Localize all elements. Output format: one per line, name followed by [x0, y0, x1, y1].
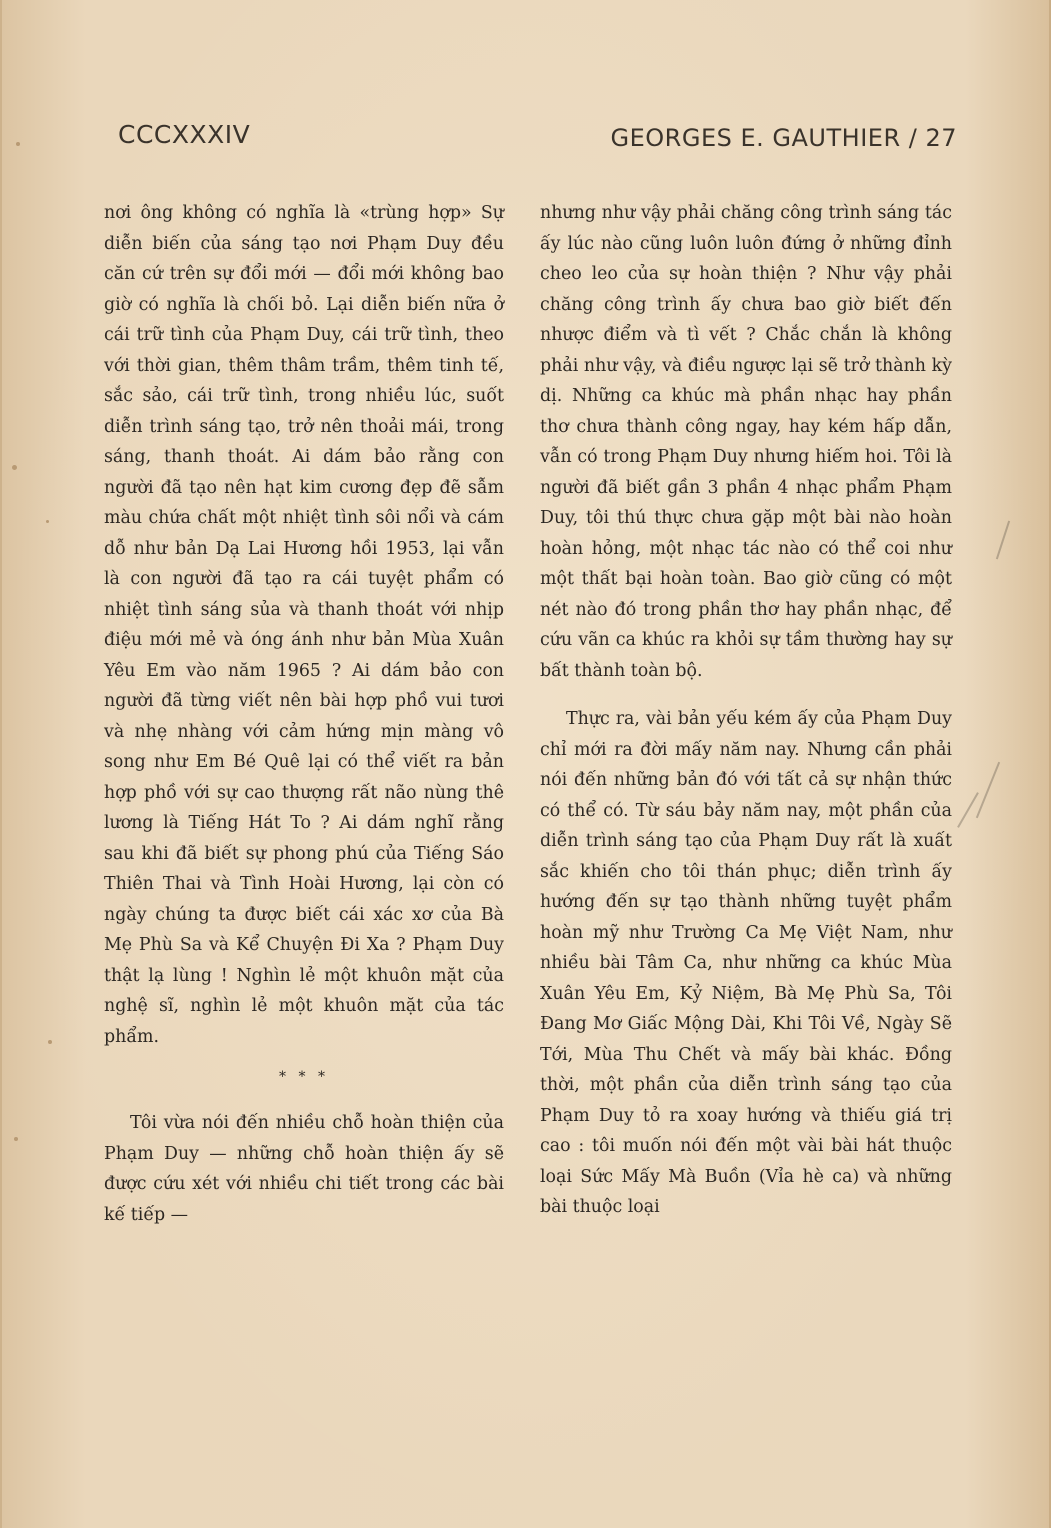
paper-speck: [12, 465, 17, 470]
section-asterism: * * *: [279, 1069, 329, 1085]
pencil-mark: [996, 521, 1010, 560]
right-paragraph-1: nhưng như vậy phải chăng công trình sáng tác ấy lúc nào cũng luôn luôn đứng ở những đỉnh cheo leo của sự hoàn thiện ? Như vậy phải chăng công trình ấy chưa bao giờ biết đến nhược điểm và tì vết ? Chắc chắn là không phải như vậy, và điều ngược lại sẽ trở thành kỳ dị. Những ca khúc mà phần nhạc hay phần thơ chưa thành công ngay, hay kém hấp dẫn, vẫn có trong Phạm Duy nhưng hiếm hoi. Tôi là người đã biết gần 3 phần 4 nhạc phẩm Phạm Duy, tôi thú thực chưa gặp một bài nào hoàn hoàn hỏng, một nhạc tác nào có thể coi như một thất bại hoàn toàn. Bao giờ cũng có một nét nào đó trong phần thơ hay phần nhạc, để cứu vãn ca khúc ra khỏi sự tầm thường hay sự bất thành toàn bộ.: [540, 203, 952, 681]
paper-speck: [48, 1040, 52, 1044]
pencil-mark: [957, 792, 979, 828]
author-page-number: GEORGES E. GAUTHIER / 27: [610, 124, 957, 152]
right-column: [540, 198, 952, 1223]
left-paragraph-2: Tôi vừa nói đến nhiều chỗ hoàn thiện của Phạm Duy — những chỗ hoàn thiện ấy sẽ được cứu xét với nhiều chi tiết trong các bài kế tiếp —: [104, 1113, 504, 1225]
paper-speck: [16, 142, 20, 146]
paper-speck: [14, 1137, 18, 1141]
running-header: [118, 120, 957, 160]
paper-speck: [46, 520, 49, 523]
left-column: [104, 198, 504, 1230]
pencil-mark: [976, 762, 1000, 818]
right-paragraph-2: Thực ra, vài bản yếu kém ấy của Phạm Duy chỉ mới ra đời mấy năm nay. Nhưng cần phải nói đến những bản đó với tất cả sự nhận thức có thể có. Từ sáu bảy năm nay, một phần của diễn trình sáng tạo của Phạm Duy rất là xuất sắc khiến cho tôi thán phục; diễn trình ấy hướng đến sự tạo thành những tuyệt phẩm hoàn mỹ như Trường Ca Mẹ Việt Nam, như nhiều bài Tâm Ca, như những ca khúc Mùa Xuân Yêu Em, Kỷ Niệm, Bà Mẹ Phù Sa, Tôi Đang Mơ Giấc Mộng Dài, Khi Tôi Về, Ngày Sẽ Tới, Mùa Thu Chết và mấy bài khác. Đồng thời, một phần của diễn trình sáng tạo của Phạm Duy tỏ ra xoay hướng và thiếu giá trị cao : tôi muốn nói đến một vài bài hát thuộc loại Sức Mấy Mà Buồn (Vỉa hè ca) và những bài thuộc loại: [540, 709, 952, 1217]
page-roman-numeral: CCCXXXIV: [118, 120, 251, 149]
left-paragraph-1: nơi ông không có nghĩa là «trùng hợp» Sự diễn biến của sáng tạo nơi Phạm Duy đều căn cứ trên sự đổi mới — đổi mới không bao giờ có nghĩa là chối bỏ. Lại diễn biến nữa ở cái trữ tình của Phạm Duy, cái trữ tình, theo với thời gian, thêm thâm trầm, thêm tinh tế, sắc sảo, cái trữ tình, trong nhiều lúc, suốt diễn trình sáng tạo, trở nên thoải mái, trong sáng, thanh thoát. Ai dám bảo rằng con người đã tạo nên hạt kim cương đẹp đẽ sẫm màu chứa chất một nhiệt tình sôi nổi và cám dỗ như bản Dạ Lai Hương hồi 1953, lại vẫn là con người đã tạo ra cái tuyệt phẩm có nhiệt tình sáng sủa và thanh thoát với nhịp điệu mới mẻ và óng ánh như bản Mùa Xuân Yêu Em vào năm 1965 ? Ai dám bảo con người đã từng viết nên bài hợp phồ vui tươi và nhẹ nhàng với cảm hứng mịn màng vô song như Em Bé Quê lại có thể viết ra bản hợp phồ với sự cao thượng rất não nùng thê lương là Tiếng Hát To ? Ai dám nghĩ rằng sau khi đã biết sự phong phú của Tiếng Sáo Thiên Thai và Tình Hoài Hương, lại còn có ngày chúng ta được biết cái xác xơ của Bà Mẹ Phù Sa và Kể Chuyện Đi Xa ? Phạm Duy thật lạ lùng ! Nghìn lẻ một khuôn mặt của nghệ sĩ, nghìn lẻ một khuôn mặt của tác phẩm.: [104, 203, 504, 1047]
